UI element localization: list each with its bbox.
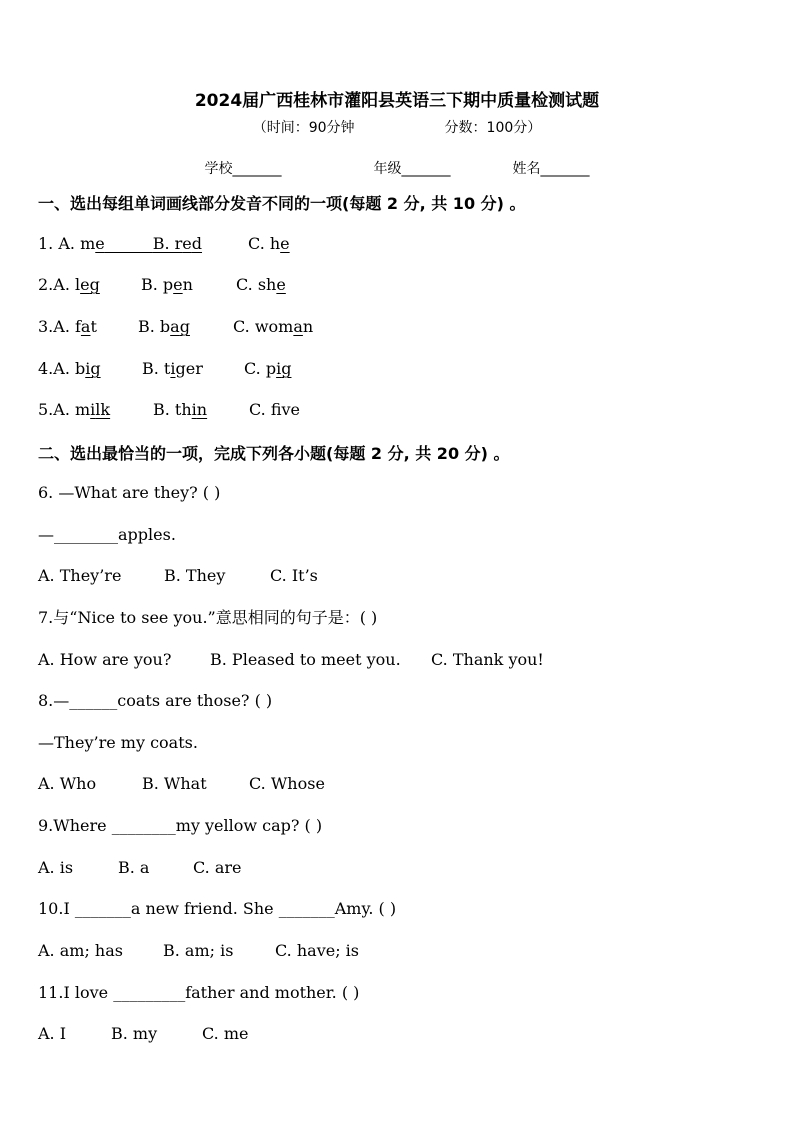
- q11-option-a: A. I: [38, 1024, 67, 1043]
- question-8-stem: 8.—______coats are those? ( ): [38, 691, 273, 710]
- grade-field: 年级_______: [373, 161, 451, 177]
- time-limit: （时间：90分钟: [252, 120, 355, 136]
- q10-option-a: A. am; has: [38, 941, 123, 960]
- question-6-options: [38, 566, 318, 586]
- q10-option-b: B. am; is: [163, 941, 234, 960]
- section-2-heading: 二、选出最恰当的一项，完成下列各小题(每题 2 分, 共 20 分) 。: [38, 444, 510, 463]
- question-6-stem: 6. —What are they? ( ): [38, 483, 221, 502]
- q1-option-c: C. he: [248, 234, 290, 253]
- exam-subtitle: [0, 117, 794, 137]
- question-9-options: [38, 858, 242, 878]
- question-1: [38, 234, 290, 254]
- q4-option-b: B. tiger: [142, 359, 203, 378]
- q6-option-c: C. It’s: [270, 566, 318, 585]
- q9-option-b: B. a: [118, 858, 150, 877]
- q7-option-c: C. Thank you!: [431, 650, 544, 669]
- total-score: 分数：100分）: [444, 120, 542, 136]
- q3-option-a: 3.A. fat: [38, 317, 97, 336]
- section-1-heading: 一、选出每组单词画线部分发音不同的一项(每题 2 分, 共 10 分) 。: [38, 194, 526, 213]
- q2-option-c: C. she: [236, 275, 286, 294]
- q8-option-c: C. Whose: [249, 774, 325, 793]
- q7-option-b: B. Pleased to meet you.: [210, 650, 401, 669]
- q8-option-b: B. What: [142, 774, 207, 793]
- question-11-options: [38, 1024, 248, 1044]
- q10-option-c: C. have; is: [275, 941, 359, 960]
- q11-option-b: B. my: [111, 1024, 158, 1043]
- q9-option-c: C. are: [193, 858, 242, 877]
- question-10-options: [38, 941, 359, 961]
- question-9-stem: 9.Where ________my yellow cap? ( ): [38, 816, 323, 835]
- q8-option-a: A. Who: [38, 774, 97, 793]
- q5-option-a: 5.A. milk: [38, 400, 111, 419]
- q6-option-b: B. They: [164, 566, 226, 585]
- q2-option-a: 2.A. leg: [38, 275, 100, 294]
- q7-option-a: A. How are you?: [38, 650, 172, 669]
- question-7-options: [38, 650, 544, 670]
- name-field: 姓名_______: [512, 161, 590, 177]
- q4-option-c: C. pig: [244, 359, 292, 378]
- question-8-answer-line: —They’re my coats.: [38, 733, 198, 752]
- q1-option-b: B. red: [152, 234, 203, 253]
- q3-option-c: C. woman: [233, 317, 314, 336]
- question-6-blank-line: —________apples.: [38, 525, 176, 544]
- q4-option-a: 4.A. big: [38, 359, 101, 378]
- exam-title: 2024届广西桂林市灌阳县英语三下期中质量检测试题: [194, 91, 600, 111]
- question-5: [38, 400, 300, 420]
- question-2: [38, 275, 286, 295]
- student-info: [0, 158, 794, 178]
- question-8-options: [38, 774, 325, 794]
- question-3: [38, 317, 313, 337]
- question-7-stem: 7.与“Nice to see you.”意思相同的句子是：( ): [38, 608, 378, 627]
- q6-option-a: A. They’re: [38, 566, 122, 585]
- q11-option-c: C. me: [202, 1024, 249, 1043]
- q5-option-c: C. fve: [249, 400, 301, 419]
- question-11-stem: 11.I love _________father and mother. ( ): [38, 983, 360, 1002]
- q3-option-b: B. bag: [138, 317, 190, 336]
- question-10-stem: 10.I _______a new friend. She _______Amy. ( ): [38, 899, 397, 918]
- q9-option-a: A. is: [38, 858, 74, 877]
- school-field: 学校_______: [204, 161, 282, 177]
- q5-option-b: B. thin: [153, 400, 208, 419]
- q2-option-b: B. pen: [141, 275, 193, 294]
- q1-option-a: 1. A. me______: [38, 234, 153, 253]
- question-4: [38, 359, 291, 379]
